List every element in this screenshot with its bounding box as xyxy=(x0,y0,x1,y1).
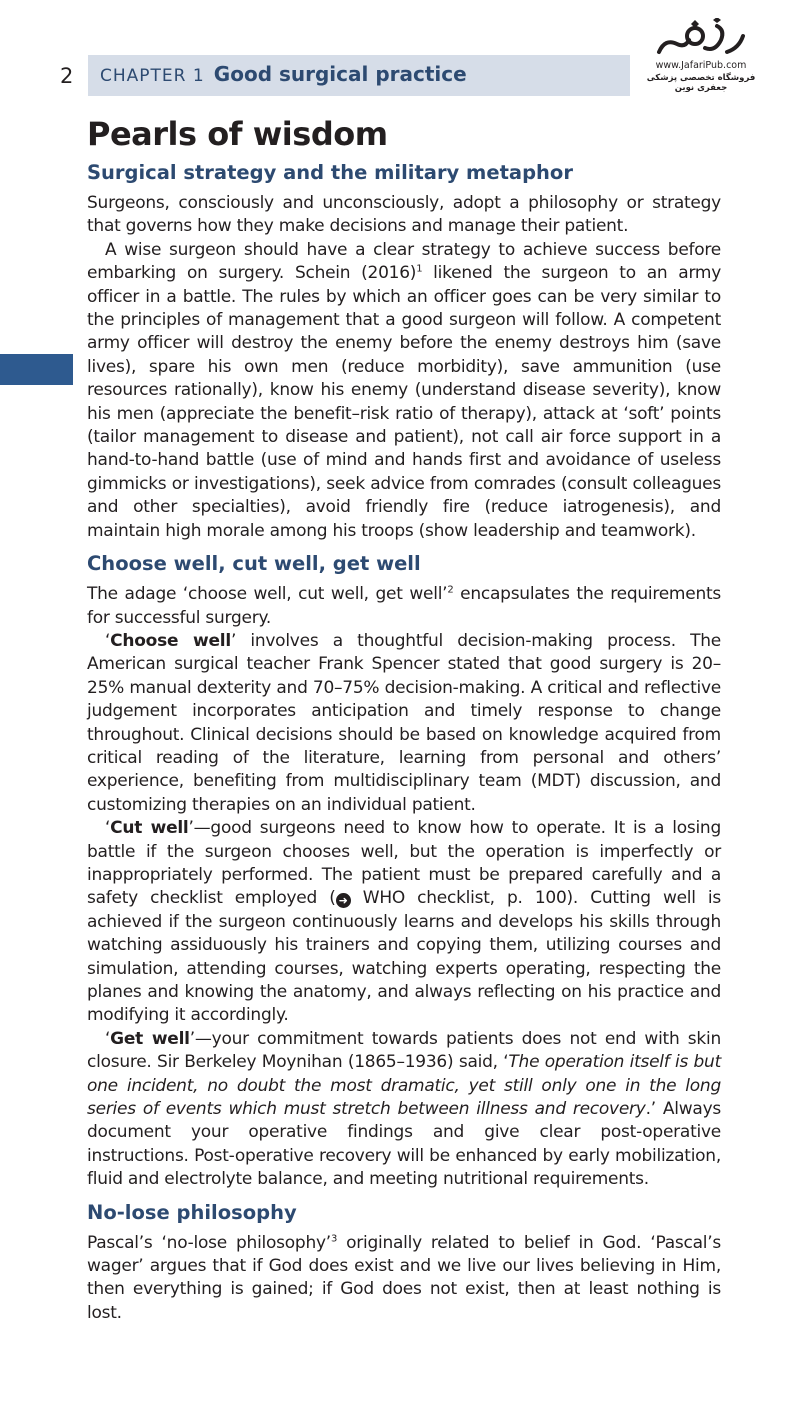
section-heading-no-lose: No-lose philosophy xyxy=(87,1200,297,1224)
paragraph: Pascal’s ‘no-lose philosophy’$^3$ originally related to belief in God. ‘Pascal’s wager’ argues that if God does exist and we live our lives believing in Him, then everything is gained; if God does not exist, then at least nothing is lost. xyxy=(87,1232,721,1323)
section-heading-choose-well: Choose well, cut well, get well xyxy=(87,552,421,576)
page-title: Pearls of wisdom xyxy=(87,115,388,153)
term-get-well: Get well xyxy=(110,1028,190,1049)
footnote-ref: 1 xyxy=(416,263,423,275)
paragraph: ‘Choose well’ involves a thoughtful decision-making process. The American surgical teacher Frank Spencer stated that good surgery is 20–25% manual dexterity and 70–75% decision-making. A critical and reflective judgement incorporates anticipation and timely response to change throughout. Clinical decisions should be based on knowledge acquired from critical reading of the literature, learning from personal and others’ experience, benefiting from multidisciplinary team (MDT) discussion, and customizing therapies on an individual patient. xyxy=(87,630,721,815)
logo-subtitle: فروشگاه تخصصی پزشکی جعفری نوین xyxy=(646,73,756,93)
footnote-ref: 3 xyxy=(330,1233,338,1244)
chapter-title: Good surgical practice xyxy=(213,62,467,86)
cross-reference-link[interactable]: WHO checklist, p. 100 xyxy=(350,888,567,909)
paragraph: ‘Get well’—your commitment towards patients does not end with skin closure. Sir Berkeley Moynihan (1865–1936) said, ‘The operation itself is but one incident, no doubt the most dramatic, yet still only one in the long series of events which must stretch between illness and recovery.’ Always document your operative findings and give clear post-operative instructions. Post-operative recovery will be enhanced by early mobilization, fluid and electrolyte balance, and meeting nutritional requirements. xyxy=(87,1028,721,1190)
page-content xyxy=(87,112,721,1325)
jafari-logo-mark-icon xyxy=(655,18,747,58)
paragraph: The adage ‘choose well, cut well, get well’$^2$ encapsulates the requirements for successful surgery. xyxy=(87,584,721,628)
arrow-circle-icon: ➜ xyxy=(336,893,351,908)
logo-url: www.JafariPub.com xyxy=(655,60,747,71)
running-header xyxy=(100,62,467,86)
paragraph: Surgeons, consciously and unconsciously, adopt a philosophy or strategy that governs how they make decisions and manage their patient. xyxy=(87,193,721,237)
paragraph: A wise surgeon should have a clear strategy to achieve success before embarking on surgery. Schein $(2016)^1$ likened the surgeon to an army officer in a battle. The rules by which an officer goes can be very similar to the principles of management that a good surgeon will follow. A competent army officer will destroy the enemy before the enemy destroys him (save lives), spare his own men (reduce morbidity), save ammunition (use resources rationally), know his enemy (understand disease severity), know his men (appreciate the benefit–risk ratio of therapy), attack at ‘soft’ points (tailor management to disease and patient), not call air force support in a hand-to-hand battle (use of mind and hands first and avoidance of useless gimmicks or investigations), seek advice from comrades (consult colleagues and other specialties), avoid friendly fire (reduce iatrogenesis), and maintain high morale among his troops (show leadership and teamwork). xyxy=(87,239,722,541)
chapter-thumb-tab xyxy=(0,354,73,385)
footnote-ref: 2 xyxy=(447,584,454,596)
paragraph: ‘Cut well’—good surgeons need to know how to operate. It is a losing battle if the surgeon chooses well, but the operation is imperfectly or inappropriately performed. The patient must be prepared carefully and a safety checklist employed ( ➜ WHO checklist, p. 100). Cutting well is achieved if the surgeon continuously learns and develops his skills through watching assiduously his trainers and copying them, utilizing courses and simulation, attending courses, watching experts operating, respecting the planes and knowing the anatomy, and always reflecting on his practice and modifying it accordingly. xyxy=(87,818,722,1026)
term-choose-well: Choose well xyxy=(110,630,231,651)
term-cut-well: Cut well xyxy=(110,818,189,839)
quotation: The operation itself is but one incident, no doubt the most dramatic, yet still only one in the long series of events which must stretch between illness and recovery xyxy=(87,1052,721,1120)
page-number: 2 xyxy=(60,64,74,88)
chapter-label: CHAPTER 1 xyxy=(100,66,205,86)
publisher-logo xyxy=(636,18,766,98)
section-heading-military-metaphor: Surgical strategy and the military metaphor xyxy=(87,161,573,184)
